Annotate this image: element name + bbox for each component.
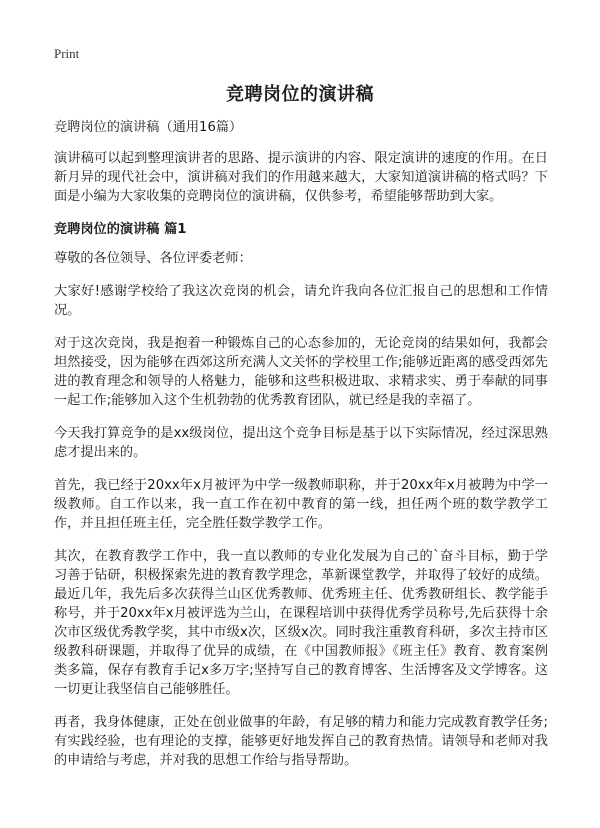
- body-paragraph: 今天我打算竞争的是xx级岗位，提出这个竞争目标是基于以下实际情况，经过深思熟虑才提出来的。: [54, 426, 548, 460]
- print-link[interactable]: Print: [54, 46, 80, 61]
- intro-paragraph: 演讲稿可以起到整理演讲者的思路、提示演讲的内容、限定演讲的速度的作用。在日新月异的现代社会中，演讲稿对我们的作用越来越大，大家知道演讲稿的格式吗？下面是小编为大家收集的竞聘岗位的演讲稿，仅供参考，希望能够帮助到大家。: [54, 151, 548, 204]
- salutation-paragraph: 尊敬的各位领导、各位评委老师：: [54, 251, 252, 266]
- body-paragraph: 再者，我身体健康，正处在创业做事的年龄，有足够的精力和能力完成教育教学任务;有实践经验，也有理论的支撑，能够更好地发挥自己的教育热情。请领导和老师对我的申请给与考虑，并对我的思想工作给与指导帮助。: [54, 715, 548, 768]
- document-subtitle: 竞聘岗位的演讲稿（通用16篇）: [54, 120, 243, 135]
- section-heading: 竞聘岗位的演讲稿 篇1: [54, 222, 187, 237]
- body-paragraph: 对于这次竞岗，我是抱着一种锻炼自己的心态参加的，无论竞岗的结果如何，我都会坦然接受，因为能够在西郊这所充满人文关怀的学校里工作;能够近距离的感受西郊先进的教育理念和领导的人格魅力，能够和这些积极进取、求精求实、勇于奉献的同事一起工作;能够加入这个生机勃勃的优秀教育团队，就已经是我的幸福了。: [54, 336, 548, 408]
- body-paragraph: 首先，我已经于20xx年x月被评为中学一级教师职称，并于20xx年x月被聘为中学一级教师。自工作以来，我一直工作在初中教育的第一线，担任两个班的数学教学工作，并且担任班主任，完全胜任数学教学工作。: [54, 478, 548, 531]
- body-paragraph: 大家好!感谢学校给了我这次竞岗的机会，请允许我向各位汇报自己的思想和工作情况。: [54, 284, 548, 318]
- body-paragraph: 其次，在教育教学工作中，我一直以教师的专业化发展为自己的`奋斗目标，勤于学习善于钻研，积极探索先进的教育教学理念，革新课堂教学，并取得了较好的成绩。最近几年，我先后多次获得兰山区优秀教师、优秀班主任、优秀教研组长、教学能手称号，并于20xx年x月被评选为兰山，在课程培训中获得优秀学员称号,先后获得十余次市区级优秀教学奖，其中市级x次，区级x次。同时我注重教育科研，多次主持市区级教科研课题，并取得了优异的成绩，在《中国教师报》《班主任》教育、教育案例类多篇，保存有教育手记x多万字;坚持写自己的教育博客、生活博客及文学博客。这一切更让我坚信自己能够胜任。: [54, 549, 548, 697]
- page-title: 竞聘岗位的演讲稿: [226, 84, 374, 105]
- document-body: [54, 118, 548, 784]
